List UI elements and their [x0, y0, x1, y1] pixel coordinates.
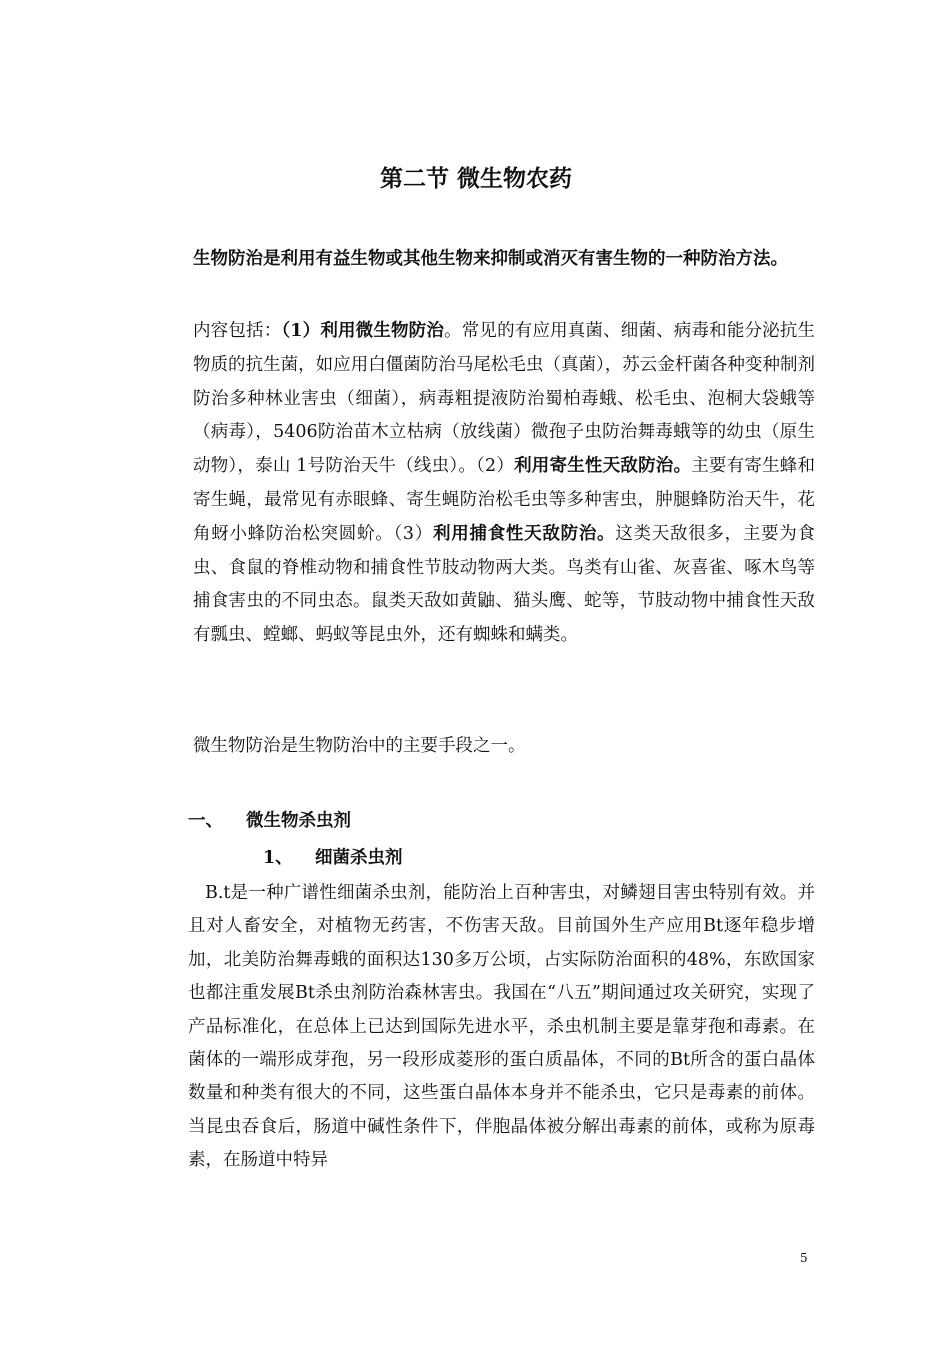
item2-heading: 利用寄生性天敌防治。 — [514, 456, 692, 477]
page-number: 5 — [800, 1251, 808, 1265]
item3-text: 这类天敌很多，主要为食虫、食鼠的脊椎动物和捕食性节肢动物两大类。鸟类有山雀、灰喜雀、啄木鸟等捕食害虫的不同虫态。鼠类天敌如黄鼬、猫头鹰、蛇等，节肢动物中捕食性天敌有瓢虫、螳螂、蚂蚁等昆虫外，还有蜘蛛和螨类。 — [193, 523, 816, 646]
item1-heading: （1）利用微生物防治 — [281, 321, 445, 341]
section-number: 一、 — [188, 811, 223, 831]
item3-heading: 利用捕食性天敌防治。 — [433, 523, 616, 544]
section-title: 微生物杀虫剂 — [246, 811, 351, 831]
item1-text: 。常见的有应用真菌、细菌、病毒和能分泌抗生物质的抗生菌，如应用白僵菌防治马尾松毛虫（真菌），苏云金杆菌各种变种制剂防治多种林业害虫（细菌），病毒粗提液防治蜀柏毒蛾、松毛虫、泡桐大袋蛾等（病毒），5406防治苗木立枯病（放线菌）微孢子虫防治舞毒蛾等的幼虫（原生动物），泰山 1号防治天牛（线虫）。（2） — [193, 321, 816, 477]
subsection-title: 细菌杀虫剂 — [315, 848, 403, 868]
body-paragraph: B.t是一种广谱性细菌杀虫剂，能防治上百种害虫，对鳞翅目害虫特别有效。并且对人畜安全，对植物无药害，不伤害天敌。目前国外生产应用Bt逐年稳步增加，北美防治舞毒蛾的面积达130多万公顷，占实际防治面积的48%，东欧国家也都注重发展Bt杀虫剂防治森林害虫。我国在“八五”期间通过攻关研究，实现了产品标准化，在总体上已达到国际先进水平，杀虫机制主要是靠芽孢和毒素。在菌体的一端形成芽孢，另一段形成菱形的蛋白质晶体，不同的Bt所含的蛋白晶体数量和种类有很大的不同，这些蛋白晶体本身并不能杀虫，它只是毒素的前体。当昆虫吞食后，肠道中碱性条件下，伴胞晶体被分解出毒素的前体，或称为原毒素，在肠道中特异 — [188, 883, 815, 1171]
item2-text: 主要有寄生蜂和寄生蝇，最常见有赤眼蜂、寄生蝇防治松毛虫等多种害虫，肿腿蜂防治天牛，花角蚜小蜂防治松突圆蚧。（3） — [193, 456, 816, 544]
intro-paragraph: 生物防治是利用有益生物或其他生物来抑制或消灭有害生物的一种防治方法。 — [193, 249, 788, 269]
section-heading — [188, 806, 351, 836]
summary-paragraph: 微生物防治是生物防治中的主要手段之一。 — [193, 736, 526, 756]
subsection-heading — [263, 843, 403, 873]
subsection-number: 1、 — [263, 848, 293, 868]
content-lead: 内容包括： — [193, 321, 282, 341]
content-paragraph — [193, 315, 815, 653]
page-title: 第二节 微生物农药 — [379, 165, 572, 192]
